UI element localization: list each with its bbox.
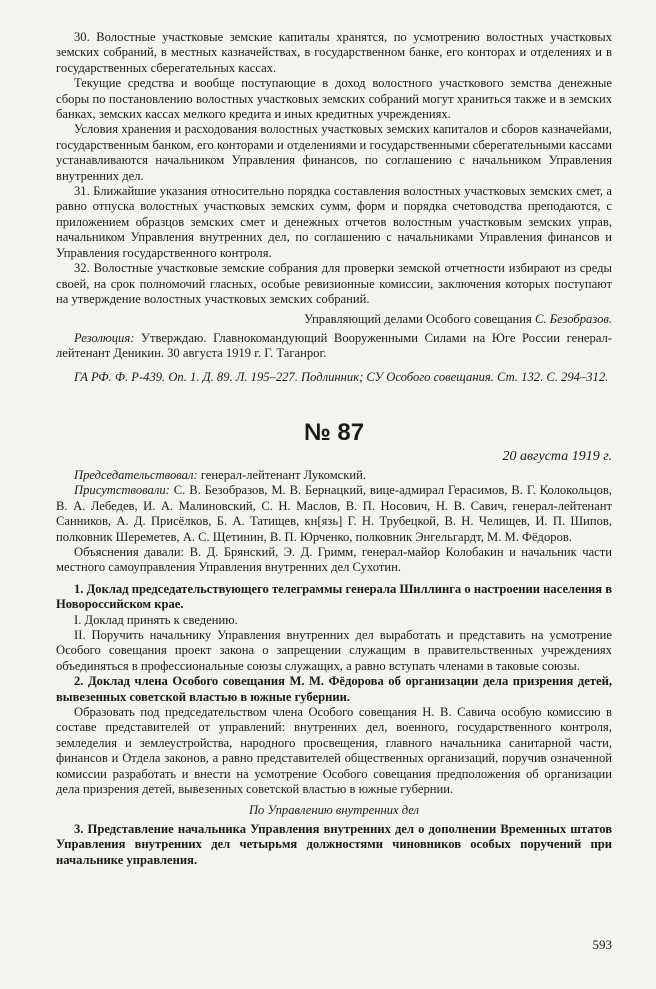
- document-number: № 87: [303, 418, 365, 446]
- resolution: [56, 331, 612, 362]
- explained-line: Объяснения давали: В. Д. Брянский, Э. Д. Гримм, генерал-майор Колобакин и начальник части местного самоуправления Управления внутренних дел Сухотин.: [56, 544, 612, 575]
- item-3-title: 3. Представление начальника Управления внутренних дел о дополнении Временных штатов Управления внутренних дел четырьмя должностями чиновников особых поручений при начальнике управления.: [56, 821, 612, 867]
- item-2-text: Образовать под председательством члена Особого совещания Н. В. Савича особую комиссию в составе представителей от управлений: внутренних дел, военного, государственного контроля, земледелия и землеустройства, народного просвещения, главного начальника санитарной части, финансов и Отдела законов, а равно представителей общественных организаций, поручив означенной комиссии разработать и внести на усмотрение Особого совещания предположения об организации дела призрения детей, вывезенных советской властью в южные губернии.: [56, 705, 612, 797]
- chair-label: Председательствовал:: [74, 467, 198, 482]
- item-2-title: 2. Доклад члена Особого совещания М. М. Фёдорова об организации дела призрения детей, вывезенных советской властью в южные губернии.: [56, 674, 612, 704]
- paragraph-30: 30. Волостные участковые земские капиталы хранятся, по усмотрению волостных участковых земских собраний, в местных казначействах, в государственном банке, его конторах и отделениях и в государственных сберегательных кассах.: [56, 30, 612, 75]
- resolution-text: Утверждаю. Главнокомандующий Вооруженными Силами на Юге России генерал-лейтенант Деникин. 30 августа 1919 г. Г. Таганрог.: [56, 330, 612, 361]
- resolution-label: Резолюция:: [74, 330, 135, 345]
- present-label: Присутствовали:: [74, 483, 170, 498]
- section-subheading: По Управлению внутренних дел: [248, 803, 420, 818]
- paragraph-30-current-funds: Текущие средства и вообще поступающие в доход волостного участкового земства денежные сборы по постановлению волостных участковых земских собраний могут храниться также и в земских банках, земских кассах мелкого кредита и иных кредитных учреждениях.: [56, 76, 612, 122]
- paragraph-30-conditions: Условия хранения и расходования волостных участковых земских капиталов и сборов казначейами, государственным банком, его конторами и отделениями и государственными сберегательными кассами устанавливаются начальником Управления финансов, по соглашению с начальником Управления внутренних дел.: [56, 122, 612, 183]
- paragraph-32: 32. Волостные участковые земские собрания для проверки земской отчетности избирают из среды своей, на срок полномочий гласных, особые ревизионные комиссии, заключения которых поступают на утверждение волостных участковых земских собраний.: [56, 261, 612, 306]
- chair-line: [56, 468, 612, 483]
- present-line: [56, 483, 612, 545]
- signature-role: Управляющий делами Особого совещания: [304, 312, 532, 327]
- document-date: 20 августа 1919 г.: [502, 448, 612, 464]
- page-number: 593: [592, 937, 612, 952]
- signature-name: С. Безобразов.: [534, 312, 612, 327]
- item-1-decision-1: I. Доклад принять к сведению.: [74, 612, 238, 627]
- chair-text: генерал-лейтенант Лукомский.: [200, 467, 367, 482]
- paragraph-31: 31. Ближайшие указания относительно порядка составления волостных участковых земских смет, а равно отпуска волостных участковых земских сумм, форм и порядка счетоводства преподаются, с приложением образцов земских смет и денежных отчетов волостным участковым земских управ, начальником Управления внутренних дел, по соглашению с начальниками Управления финансов и Управления государственного контроля.: [56, 184, 612, 260]
- present-text: С. В. Безобразов, М. В. Бернацкий, вице-адмирал Герасимов, В. Г. Колокольцов, В. А. Лебедев, И. А. Малиновский, С. Н. Маслов, В. П. Носович, Н. В. Савич, генерал-лейтенант Санников, А. Д. Присёлков, Б. А. Татищев, кн[язь] Г. Н. Трубецкой, В. Н. Челищев, И. П. Шипов, полковник Шереметев, А. С. Щетинин, В. П. Юрченко, полковник Энгельгардт, М. М. Фёдоров.: [56, 483, 612, 544]
- archive-reference: ГА РФ. Ф. Р-439. Оп. 1. Д. 89. Л. 195–227. Подлинник; СУ Особого совещания. Ст. 132. С. 294–312.: [74, 369, 609, 384]
- item-1-decision-2: II. Поручить начальнику Управления внутренних дел выработать и представить на усмотрение Особого совещания проект закона о запрещении служащим в правительственных учреждениях объединяться в профессиональные союзы служащих, а равно вступать членами в таковые союзы.: [56, 628, 612, 673]
- signature-line: [56, 312, 612, 327]
- item-1-title: 1. Доклад председательствующего телеграммы генерала Шиллинга о настроении населения в Новороссийском крае.: [56, 581, 612, 612]
